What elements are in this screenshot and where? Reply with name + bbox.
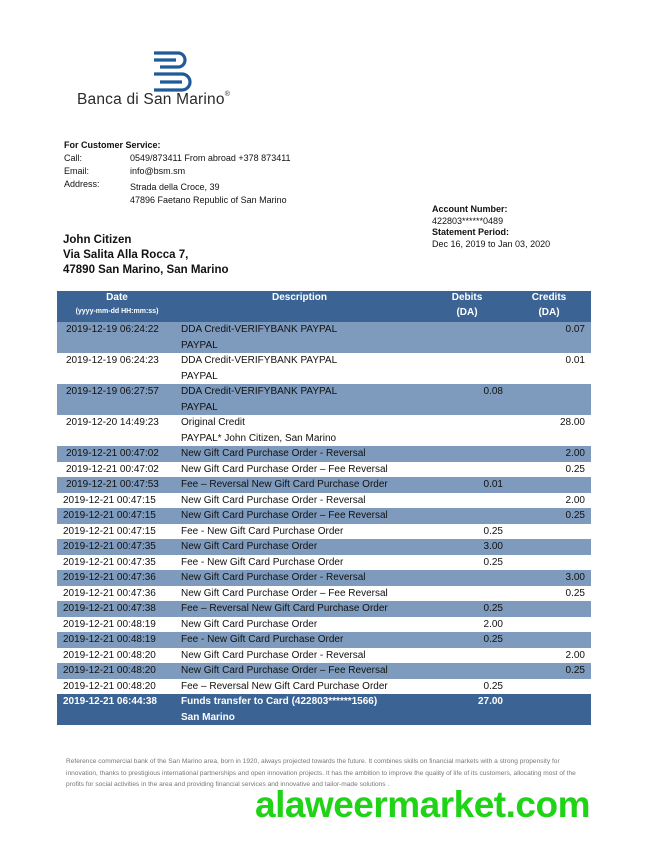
- table-row: [57, 462, 591, 478]
- row-description: Fee – Reversal New Gift Card Purchase Order: [181, 603, 388, 614]
- address-label: Address:: [64, 179, 100, 189]
- row-description-2: PAYPAL: [181, 339, 218, 351]
- row-description: Fee – Reversal New Gift Card Purchase Order: [181, 680, 388, 692]
- row-description-2: PAYPAL: [181, 370, 218, 382]
- row-date: 2019-12-21 00:47:35: [63, 556, 156, 568]
- row-credit: 0.25: [565, 665, 585, 676]
- header-debits: Debits: [451, 292, 483, 303]
- row-description: New Gift Card Purchase Order - Reversal: [181, 572, 366, 583]
- email-value: info@bsm.sm: [130, 166, 186, 176]
- table-row: [57, 601, 591, 617]
- header-credits-unit: (DA): [538, 307, 560, 318]
- header-date: Date: [106, 292, 128, 303]
- row-description: DDA Credit-VERIFYBANK PAYPAL: [181, 324, 338, 335]
- call-label: Call:: [64, 153, 83, 163]
- table-row: [57, 570, 591, 586]
- customer-name: John Citizen: [63, 234, 132, 246]
- table-row: [57, 617, 591, 633]
- row-date: 2019-12-21 00:47:15: [63, 510, 156, 521]
- row-date: 2019-12-21 00:48:20: [63, 680, 156, 692]
- row-date: 2019-12-21 00:47:36: [63, 587, 156, 599]
- row-debit: 0.25: [483, 525, 503, 537]
- table-row: [57, 508, 591, 524]
- row-debit: 0.25: [483, 634, 503, 645]
- address-line-1: Strada della Croce, 39: [130, 182, 220, 192]
- transactions-table: [57, 291, 591, 725]
- row-credit: 2.00: [565, 494, 585, 506]
- row-credit: 0.07: [565, 324, 585, 335]
- row-date: 2019-12-21 00:47:15: [63, 494, 156, 506]
- row-date: 2019-12-21 00:48:19: [63, 634, 156, 645]
- row-date: 2019-12-21 00:47:35: [63, 541, 156, 552]
- header-credits: Credits: [531, 292, 567, 303]
- email-label: Email:: [64, 166, 90, 176]
- row-debit: 0.08: [483, 386, 503, 397]
- table-row: [57, 353, 591, 384]
- table-row: [57, 477, 591, 493]
- table-row: [57, 663, 591, 679]
- table-row: [57, 524, 591, 540]
- row-debit: 0.25: [483, 603, 503, 614]
- row-credit: 3.00: [565, 572, 585, 583]
- row-date: 2019-12-19 06:24:22: [66, 324, 159, 335]
- row-date: 2019-12-21 00:47:38: [63, 603, 156, 614]
- header-date-format: (yyyy-mm-dd HH:mm:ss): [75, 308, 159, 315]
- row-credit: 0.25: [565, 587, 585, 599]
- table-row: [57, 384, 591, 415]
- table-row: [57, 446, 591, 462]
- customer-street: Via Salita Alla Rocca 7,: [63, 249, 189, 261]
- row-description-2: PAYPAL: [181, 401, 218, 413]
- row-description: Fee - New Gift Card Purchase Order: [181, 525, 344, 537]
- customer-city: 47890 San Marino, San Marino: [63, 264, 229, 276]
- row-description: New Gift Card Purchase Order: [181, 541, 318, 552]
- row-description: Original Credit: [181, 417, 245, 428]
- call-value: 0549/873411 From abroad +378 873411: [130, 153, 291, 163]
- row-date: 2019-12-21 00:47:15: [63, 525, 156, 537]
- row-date: 2019-12-19 06:24:23: [66, 355, 159, 366]
- table-row: [57, 555, 591, 571]
- table-row: [57, 679, 591, 695]
- row-date: 2019-12-21 00:48:20: [63, 649, 156, 661]
- row-date: 2019-12-21 00:47:02: [66, 463, 159, 475]
- row-description-2: San Marino: [181, 711, 235, 723]
- row-date: 2019-12-21 00:47:02: [66, 448, 159, 459]
- table-row: [57, 586, 591, 602]
- footer-text: Reference commercial bank of the San Marino area, born in 1920, always projected towards the future. It combines skills on financial markets with a strong propensity for innovation, thanks to prestigious international partnerships and open innovation projects. It has the ambition to improve the quality of life of its customers, allocating most of the profits for social activities in the area and providing financial services and innovative and tailor-made solutions .: [66, 758, 576, 788]
- table-row: [57, 539, 591, 555]
- row-date: 2019-12-21 00:47:36: [63, 572, 156, 583]
- row-credit: 2.00: [565, 649, 585, 661]
- row-description: New Gift Card Purchase Order - Reversal: [181, 649, 366, 661]
- row-description: New Gift Card Purchase Order – Fee Reversal: [181, 587, 388, 599]
- row-debit: 0.25: [483, 556, 503, 568]
- account-number-value: 422803******0489: [432, 215, 504, 226]
- row-debit: 0.25: [483, 680, 503, 692]
- row-description: Fee – Reversal New Gift Card Purchase Order: [181, 479, 388, 490]
- row-description: New Gift Card Purchase Order - Reversal: [181, 494, 366, 506]
- bank-name: Banca di San Marino®: [77, 91, 231, 108]
- row-description: Fee - New Gift Card Purchase Order: [181, 556, 344, 568]
- row-debit: 3.00: [483, 541, 503, 552]
- table-row: [57, 415, 591, 446]
- watermark: alaweermarket.com: [255, 784, 590, 825]
- account-info: [432, 204, 550, 250]
- table-row: [57, 493, 591, 509]
- header-description: Description: [271, 292, 327, 303]
- row-date: 2019-12-20 14:49:23: [66, 417, 159, 428]
- row-description: New Gift Card Purchase Order – Fee Reversal: [181, 510, 388, 521]
- row-description-2: PAYPAL* John Citizen, San Marino: [181, 432, 337, 444]
- address-line-2: 47896 Faetano Republic of San Marino: [130, 195, 287, 205]
- row-date: 2019-12-21 00:48:20: [63, 665, 156, 676]
- table-header: [57, 291, 591, 322]
- row-date: 2019-12-19 06:27:57: [66, 386, 159, 397]
- row-credit: 28.00: [559, 417, 585, 428]
- table-body: [57, 322, 591, 725]
- customer-address: [63, 233, 229, 278]
- row-debit: 0.01: [483, 479, 503, 490]
- row-description: Funds transfer to Card (422803******1566): [181, 696, 378, 707]
- row-credit: 2.00: [565, 448, 585, 459]
- row-date: 2019-12-21 06:44:38: [63, 696, 157, 707]
- row-credit: 0.25: [565, 463, 585, 475]
- row-description: New Gift Card Purchase Order: [181, 618, 318, 630]
- row-description: DDA Credit-VERIFYBANK PAYPAL: [181, 355, 338, 366]
- row-debit: 2.00: [483, 618, 503, 630]
- row-credit: 0.01: [565, 355, 585, 366]
- table-row: [57, 648, 591, 664]
- statement-period-value: Dec 16, 2019 to Jan 03, 2020: [432, 238, 551, 249]
- row-date: 2019-12-21 00:48:19: [63, 618, 156, 630]
- statement-period-label: Statement Period:: [432, 227, 510, 237]
- table-row: [57, 632, 591, 648]
- row-description: New Gift Card Purchase Order – Fee Reversal: [181, 463, 388, 475]
- row-description: DDA Credit-VERIFYBANK PAYPAL: [181, 386, 338, 397]
- table-row: [57, 694, 591, 725]
- row-credit: 0.25: [565, 510, 585, 521]
- row-description: Fee - New Gift Card Purchase Order: [181, 634, 344, 645]
- header-debits-unit: (DA): [456, 307, 478, 318]
- account-number-label: Account Number:: [432, 204, 508, 214]
- row-description: New Gift Card Purchase Order - Reversal: [181, 448, 366, 459]
- row-description: New Gift Card Purchase Order – Fee Reversal: [181, 665, 388, 676]
- customer-service-heading: For Customer Service:: [64, 140, 161, 150]
- row-debit: 27.00: [477, 696, 503, 707]
- table-row: [57, 322, 591, 353]
- customer-service-block: [64, 139, 291, 205]
- bank-logo-icon: [152, 50, 196, 92]
- row-date: 2019-12-21 00:47:53: [66, 479, 159, 490]
